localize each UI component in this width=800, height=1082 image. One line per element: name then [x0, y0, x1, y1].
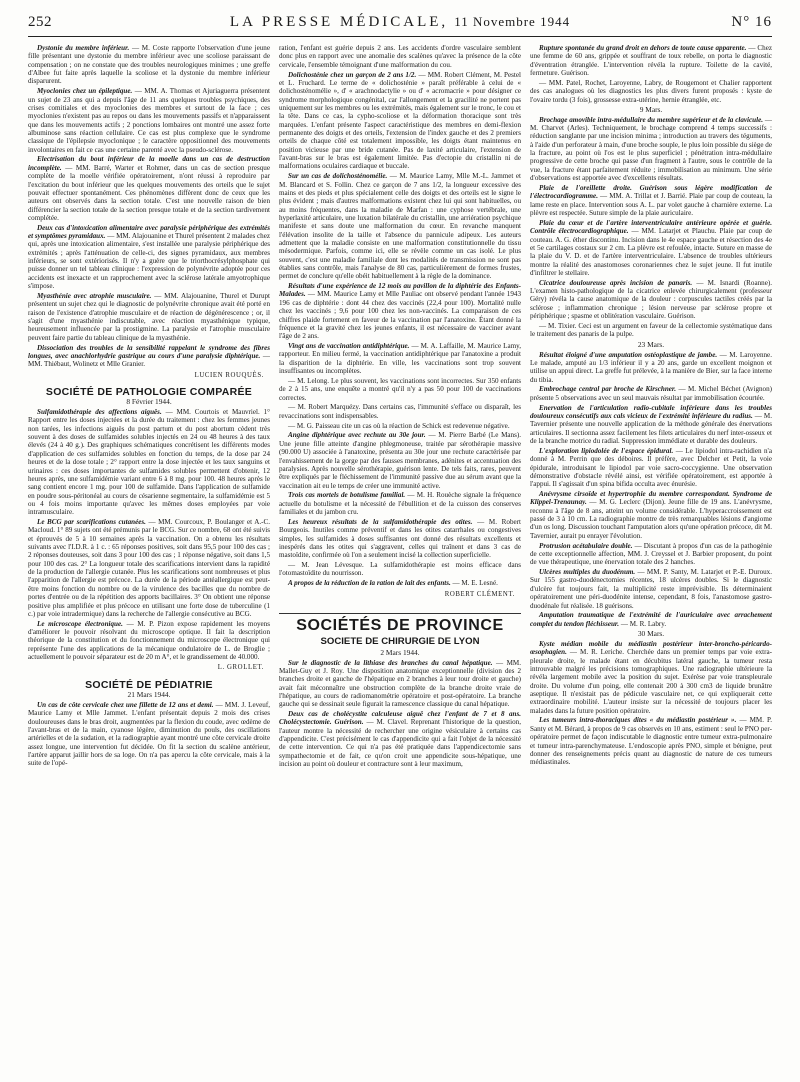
report-signature: ROBERT CLÉMENT.: [444, 590, 515, 598]
abstract-body: — M. Robert Bourgeois. Inutiles comme préventif et dans les otites catarrhales ou congestives simples, les sulfamides à doses suffisantes ont donné des résultats excellents et inespérés dans les otites qui s'aggravent, celles qui traînent et dans 3 cas de mastoïdite, confirmée où l'on a seulement incisé la collection superficielle.: [279, 517, 521, 560]
major-section-heading: SOCIÉTÉS DE PROVINCE: [279, 613, 521, 630]
abstract-title: A propos de la réduction de la ration de lait des enfants.: [288, 579, 451, 588]
abstract-title: Ulcères multiples du duodénum.: [539, 568, 636, 577]
column-3: [530, 44, 772, 1074]
report-signature: LUCIEN ROUQUÈS.: [194, 371, 264, 379]
session-date: 23 Mars.: [637, 339, 665, 349]
discussion-body: — M. G. Paisseau cite un cas où la réaction de Schick est redevenue négative.: [288, 421, 510, 430]
abstract: [530, 716, 772, 766]
section-heading: SOCIÉTÉ DE PATHOLOGIE COMPARÉE: [45, 385, 253, 398]
discussion: [279, 422, 521, 430]
abstract-body: — MM. Alajouanine et Thurel présentent 2 malades chez qui, après une intoxication alimentaire, s'est installée une paralysie périphérique des extrémités ; après l'atténuation de celle-ci, des signes pyramidaux, aux membres inférieurs, se sont extériorisés. Il n'y a guère que le triorthocrésylphosphate qui puisse donner un tel tableau clinique : l'expression de polynévrite adoptée pour ces accidents est inexacte et un rapprochement avec la sclérose latérale amyotrophique s'impose.: [28, 232, 270, 291]
discussion: [530, 79, 772, 104]
abstract-body: — MM. Courtois et Mauvriel. 1° Rapport entre les doses injectées et la durée du traitement : chez les femmes jeunes non tarées, les infections aiguës du post partum et du post abortum cèdent très souvent à des doses de sulfamides solubles injectés en 24 ou 48 heures à des taux élevés (24 à 40 g.). Des graphiques schématiques concrétisent les différents modes d'application de ces sulfamides solubles en fonction du temps, de la dose par 24 heures et de la dose totale ; 2° rapport entre la dose injectée et les taux sanguins et urinaires : ces doses importantes de sulfamides solubles permettent d'obtenir, 12 heures après, une sulfamidémie variant entre 6 à 8 mg. pour 100. 48 heures après le sang contient encore 1 mg. pour 100 de sulfamide. Dans l'application de sulfamide en poudre sous-péritonéal au cours de césarienne segmentaire, la sulfamidémie est 5 ou 4 fois moins importante qu'avec les mêmes doses employées par voie intramusculaire.: [28, 408, 270, 517]
abstract: [530, 404, 772, 446]
abstract-body: — M. Pierre Barbé (Le Mans). Une jeune fille atteinte d'angine phlegmoneuse, traitée par sérothérapie massive (90.000 U) associée à l'anatoxine, présenta au 30e jour une rechute caractérisée par l'envahissement de la gorge par des fausses membranes, adénites et accentuation des paralysies. Après nouvelle sérothérapie, guérison lente. De tels faits, rares, peuvent être expliqués par le fléchissement de l'immunité passive due au sérum avant que la vaccination ait eu le temps de créer une immunité active.: [279, 431, 521, 490]
abstract: [530, 219, 772, 277]
abstract-body: — MM. Maurice Lamy et Mlle Pauliac ont observé pendant l'année 1943 196 cas de diphtérie : dont 44 chez des vaccinés (22,4 pour 100). Mortalité nulle chez les vaccinés ; 9,6 pour 100 chez les non-vaccinés. La comparaison de ces chiffres plaide fortement en faveur de la vaccination par l'anatoxine. Étant donné la fréquence et la gravité chez les jeunes enfants, il est nécessaire de vacciner avant l'âge de 2 ans.: [279, 290, 521, 341]
abstract-title: Sur un cas de dolichosténomélie.: [288, 172, 388, 181]
continued-text: ration, l'enfant est guérie depuis 2 ans. Les accidents d'ordre vasculaire semblent donc plus en rapport avec une anomalie des scalènes qu'avec la présence de la côte cervicale, l'ensemble témoignant d'une malformation du cou.: [279, 44, 521, 69]
abstract-body: — MM. Latarjet et Plauchu. Plaie par coup de couteau. A. G. éther discontinu. Incision dans le 4e espace gauche et résection des 4e et 5e cartilages costaux sur 2 cm. La plèvre est refoulée, intacte. Suture en masse de la plaie du V. D. et de l'artère interventriculaire. L'absence de troubles ultérieurs montre la réalité des anastomoses coronariennes chez le sujet jeune. Il fut inutile d'infiltrer le stellaire.: [530, 227, 772, 277]
section-heading: SOCIÉTÉ DE PÉDIATRIE: [85, 678, 213, 691]
abstract: [28, 87, 270, 154]
abstract: [530, 640, 772, 715]
abstract-body: — MM. Thiébaut, Wolinetz et Mlle Granier.: [28, 351, 270, 369]
session-date: 21 Mars 1944.: [127, 690, 171, 700]
abstract-title: Sulfamidothérapie des affections aiguës.: [37, 408, 162, 417]
abstract-title: Un cas de côte cervicale chez une fillette de 12 ans et demi.: [37, 700, 214, 709]
abstract: [530, 611, 772, 628]
abstract-body: — M. Tavernier présente une nouvelle application de la méthode générale des énervations articulaires. Il sectionna assez facilement les filets articulaires du nerf inter-osseux et de la branche motrice du radial. Suppression immédiate et durable des douleurs.: [530, 411, 772, 445]
abstract-body: — MM. P. Santy et M. Bérard, à propos de 9 cas observés en 10 ans, estiment : seul le PNO per-opératoire permet de façon indiscutable le diagnostic entre tumeur extra-pulmonaire et tumeur intra-parenchymateuse. L'endoscopie après PNO, simple et bénigne, peut donner des renseignements précis quant au diagnostic de nature de ces tumeurs médiastinales.: [530, 716, 772, 767]
abstract-body: — M. A. Laffaille, M. Maurice Lamy, rapporteur. En milieu fermé, la vaccination antidiphtérique par l'anatoxine a produit la disparition de la diphtérie. En ville, les vaccinations sont trop souvent insuffisantes ou incomplètes.: [279, 342, 521, 376]
discussion-body: — M. Jean Lévesque. La sulfamidothérapie est moins efficace dans l'otomastoïdite du nourrisson.: [279, 561, 521, 578]
abstract-title: Les heureux résultats de la sulfamidothérapie des otites.: [288, 517, 473, 526]
page-header: [28, 14, 772, 38]
header-rule: [28, 36, 772, 37]
abstract: [530, 184, 772, 217]
page-number: 252: [28, 14, 52, 30]
abstract-body: — MM. Barré, Warter et Rohmer, dans un cas de section presque complète de la moelle vérifiée opératoirement, n'ont réussi à reproduire par l'excitation du bout inférieur que les quelques mouvements des orteils que le sujet pouvait effectuer spontanément. Ces phénomènes diffèrent donc de ceux que les auteurs ont observés dans la section totale. C'est une nouvelle raison de bien différencier la section totale de la section presque totale et de la section tardivement complétée.: [28, 163, 270, 222]
abstract-title: Cicatrice douloureuse après incision de panaris.: [539, 278, 693, 287]
abstract-body: — M. Clavel. Reprenant l'historique de la question, l'auteur montre la nécessité de rechercher une origine vésiculaire à certains cas d'appendicite. C'est précisément le cas d'appendicite qui a fait l'objet de la nécessité de cette intervention. Ce qui n'a pas été pratiquée dans l'appendicectomie sans sympathectomie et de fait, ce qu'on croit une appendicite sous-hépatique, une incision au point où douleur et contracture sont à leur maximum,: [279, 718, 521, 769]
abstract-body: — MM. Courcoux, P. Boulanger et A.-C. Macloud. 1° 89 sujets ont été prémunis par le BCG. Sur ce nombre, 68 ont été suivis et éprouvés de 5 à 10 semaines après la vaccination. On a obtenu les résultats suivants avec l'I.D.R. à 1 c. : 65 réponses positives, soit dans 95,5 pour 100 des cas ; 2 réponses douteuses, soit dans 3 pour 100 des cas ; 1 réponse négative, soit dans 1,5 pour 100 des cas. 2° La longueur totale des scarifications intervient dans la rapidité de la production de l'allergie cutanée. Plus les scarifications sont nombreuses et plus l'apparition de l'allergie est précoce. La durée de la période antéallergique est peut-être moins fonction du nombre ou de la virulence des bacilles que du nombre de portes d'entrée ou de la répétition des apports bacillaires. 3° On obtient une réponse positive plus amplifiée et plus précoce en utilisant une forte dose de tuberculine (1 c.) par voie intradermique) dans la recherche de l'allergie consécutive au BCG.: [28, 518, 270, 618]
abstract-title: Le microscope électronique.: [37, 619, 123, 628]
abstract-title: Dissociation des troubles de la sensibilité rappelant le syndrome des fibres longues, avec anachlorhydrie gastrique au cours d'une paralysie diphtérique.: [28, 343, 270, 360]
issue-date: 11 Novembre 1944: [454, 14, 571, 29]
discussion: [279, 561, 521, 578]
abstract: [530, 490, 772, 540]
abstract-title: Amputation traumatique de l'extrémité de l'auriculaire avec arrachement complet du tendon fléchisseur.: [530, 611, 772, 628]
abstract: [279, 659, 521, 709]
abstract-title: Plaie de l'oreillette droite. Guérison sous légère modification de l'électrocardiogramme.: [530, 184, 772, 201]
abstract-title: Dystonie du membre inférieur.: [37, 44, 130, 52]
abstract-body: — Chez une femme de 60 ans, grippée et souffrant de toux rebelle, on porta le diagnostic d'éventration étranglée. L'intervention révéla la rupture. Toilette de la cavité, fermeture. Guérison.: [530, 44, 772, 78]
abstract-title: Rupture spontanée du grand droit en dehors de toute cause apparente.: [539, 44, 747, 52]
abstract: [28, 155, 270, 222]
abstract: [530, 568, 772, 610]
abstract-body: — MM. P. Santy, M. Latarjet et P.-E. Duroux. Sur 155 gastro-duodénectomies récentes, 18 ulcères doubles. Si le diagnostic d'ulcère fut toujours fait, la multiplicité reste imprévisible. Ils déterminaient opératoirement une péri-duodénite intense, cependant, 8 fois, l'anastomose gastro-duodénale fut réalisée. 18 guérisons.: [530, 568, 772, 610]
abstract-body: — MM. Robert Clément, M. Pestel et L. Fruchard. Le terme de « dolichosténie » paraît préférable à celui de « dolichosténomélie », d' « arachnodactylie » ou d' « acromacrie » pour désigner ce syndrome morphologique congénital, car l'allongement et la gracilité ne portent pas uniquement sur les membres ou les extrémités, mais également sur le tronc, le cou et la tête. Dans ce cas, la cypho-scoliose et la déformation thoracique sont très marquées. L'enfant présente l'aspect caractéristique des membres en demi-flexion permanente des doigts et des orteils, l'extension de l'index gauche et des 2 premiers orteils de chaque côté est totalement impossible, les doigts étant maintenus en position vicieuse par une bride cutanée. Pas de laxité articulaire, l'extension de l'avant-bras sur le bras est également limitée. Pas d'ectopie du cristallin ni de malformations oculaires cardiaque et buccale.: [279, 70, 521, 171]
abstract: [530, 542, 772, 567]
discussion-body: — M. Tixier. Ceci est un argument en faveur de la cellectomie systématique dans le traitement des panaris de la pulpe.: [530, 322, 772, 339]
abstract-body: — Discutant à propos d'un cas de la pathogénie de cette exceptionnelle affection, MM. J. Creyssel et J. Barbier proposent, du point de vue thérapeutique, une énervation totale des 2 hanches.: [530, 541, 772, 567]
abstract: [530, 116, 772, 183]
abstract-title: Deux cas d'intoxication alimentaire avec paralysie périphérique des extrémités et symptômes pyramidaux.: [28, 223, 270, 241]
session-date: 8 Février 1944.: [126, 397, 172, 407]
abstract-body: — MM. A. Thomas et Ajuriaguerra présentent un sujet de 23 ans qui a depuis l'âge de 11 ans quelques troubles psychiques, des crises comitiales et des myoclonies des membres et surtout de la face ; ces myoclonies n'existent pas au repos ou dans les mouvements passifs et n'apparaissent que dans les mouvements actifs ; 2 ponctions lombaires ont montré une assez forte albuminose sans réaction cellulaire. Ce cas est plus complexe que le syndrome classique de l'épilepsie myoclonique ; le caractère oppositionnel des mouvements involontaires en fait ce cas une certaine parenté avec la pseudo-sclérose.: [28, 87, 270, 154]
session-date: 30 Mars.: [637, 629, 665, 639]
abstract: [279, 342, 521, 375]
abstract: [28, 620, 270, 662]
abstract-title: Le BCG par scarifications cutanées.: [37, 518, 146, 527]
discussion: [279, 403, 521, 420]
abstract: [279, 491, 521, 516]
abstract-title: Kyste médian mobile du médiastin postérieur inter-broncho-péricardo-œsophagien.: [530, 639, 772, 657]
abstract-title: Electrisation du bout inférieur de la moelle dans un cas de destruction incomplète.: [28, 155, 270, 172]
discussion-body: — M. Lelong. Le plus souvent, les vaccinations sont incorrectes. Sur 350 enfants de 2 à 15 ans, une enquête a montré qu'il n'y a pas 50 pour 100 de vaccinations correctes.: [279, 376, 521, 402]
discussion: [530, 322, 772, 339]
session-date: 9 Mars.: [639, 104, 663, 114]
abstract: [279, 172, 521, 280]
abstract-body: — M. Coste rapporte l'observation d'une jeune fille présentant une dystonie du membre inférieur avec une scoliose paraissant de compensation ; on ne constate que des troubles neurologiques minimes ; une greffe d'Albee fut faite après laquelle la scoliose et la dystonie du membre inférieur disparurent.: [28, 44, 270, 86]
abstract-body: — MM. Mallet-Guy et J. Roy. Une disposition anatomique exceptionnelle (division des 2 branches droite et gauche de l'hépatique en 2 branches à leur tour droite et gauche) avait fait méconnaître une obstruction complète de la branche droite vraie de l'hépatique, au cours de radiomanométrie opératoire et post-opératoire. La branche gauche qui se dessinait seule figurait la ramescence classique du canal hépatique.: [279, 658, 521, 709]
abstract-title: Résultats d'une expérience de 12 mois au pavillon de la diphtérie des Enfants-Malades.: [279, 282, 521, 299]
abstract-body: — M. R. Labry.: [619, 619, 667, 628]
abstract: [530, 447, 772, 489]
abstract-body: — M. H. Rouèche signale la fréquence actuelle du botulisme et la nécessité de l'ébullition et de la cuisson des conserves familiales et du jambon cru.: [279, 491, 521, 517]
abstract-title: Embrochage central par broche de Kirschner.: [539, 385, 677, 394]
journal-title: [98, 14, 702, 31]
abstract: [28, 224, 270, 291]
abstract-title: Sur le diagnostic de la lithiase des branches du canal hépatique.: [288, 658, 493, 667]
abstract-body: — Le lipiodol intra-rachidien n'a donné à M. Perrin que des déboires. Il préfère, avec Delcher et Petit, la voie épidurale, introduisant le lipiodol par voie sacro-coccygienne. Une observation démonstrative d'obstacle révélé ainsi, est vérifiée opératoirement, est apportée à l'appui. Il s'agissait d'un spina bifida occulta avec énurésie.: [530, 446, 772, 489]
abstract: [279, 431, 521, 489]
abstract-body: — M. Charvet (Arles). Techniquement, le brochage comprend 4 temps successifs : réduction sanglante par une incision minima ; introduction au travers des téguments, à l'aide d'un perforateur à main, d'une broche souple, le plus loin possible du siège de la fracture, au point où l'os est le plus superficiel ; pénétration intra-médullaire progressive de cette broche qui passe d'un fragment à l'autre, sous le contrôle de la vue, la fracture étant parfaitement réduite ; immobilisation au minimum. Une série d'observations est apportée avec d'excellents résultats.: [530, 115, 772, 183]
article-columns: [28, 44, 772, 1074]
abstract-body: — M. Laroyenne. Le malade, amputé au 1/3 inférieur il y a 20 ans, garde un excellent moignon et utilise un appui direct. La greffe fut prélevée, à la manière de Bier, sur la face interne du tibia.: [530, 350, 772, 384]
abstract: [530, 44, 772, 77]
column-2: [279, 44, 521, 1074]
abstract-body: — MM. Alajouanine, Thurel et Durupt présentent un sujet chez qui le diagnostic de polynévrite chronique avait été porté en raison de l'existence d'atrophie musculaire et de réaction de dégénérescence ; or, il s'agit d'une myasthénie indiscutable, avec réaction myasthénique typique, heureusement influencée par la prostigmine. La paralysie et l'atrophie musculaire peuvent faire partie du tableau clinique de la myasthénie.: [28, 291, 270, 342]
abstract: [28, 701, 270, 768]
abstract-body: — M. G. Leclerc (Dijon). Jeune fille de 19 ans. L'anévrysme, reconnu à l'âge de 8 ans, atteint un volume considérable. L'hyperaccroissement est passé de 3 à 10 cm. La radiographie montre de très remarquables lésions d'angiome d'un os long. Discussion touchant l'amputation alors qu'une opération précoce, dit M. Tavernier, aurait pu enrayer l'évolution.: [530, 498, 772, 540]
abstract-title: Résultat éloigné d'une amputation ostéoplastique de jambe.: [539, 350, 718, 359]
abstract-title: Trois cas mortels de botulisme familial.: [288, 491, 406, 500]
discussion-body: — MM. Patel, Rochet, Laroyenne, Labry, de Rougemont et Chalier rapportent des cas analogues où les diagnostics les plus divers furent proposés : kyste de l'ovaire tordu (3 fois), grossesse extra-utérine, hernie étranglée, etc.: [530, 78, 772, 104]
abstract: [28, 44, 270, 86]
abstract-title: Deux cas de cholécystite calculeuse aiguë chez l'enfant de 7 et 8 ans. Cholécystectomie. Guérison.: [279, 710, 521, 727]
abstract: [28, 518, 270, 618]
issue-number: N° 16: [731, 14, 772, 30]
abstract: [530, 279, 772, 321]
column-1: [28, 44, 270, 1074]
abstract: [28, 344, 270, 369]
abstract-title: Brochage amovible intra-médullaire du membre supérieur et de la clavicule.: [539, 115, 764, 124]
abstract: [279, 579, 521, 587]
abstract-title: Protrusion acétabulaire double.: [539, 541, 633, 550]
abstract: [279, 710, 521, 768]
section-heading: SOCIETE DE CHIRURGIE DE LYON: [320, 636, 480, 648]
abstract-body: — M. Michel Béchet (Avignon) présente 5 observations avec un seul mauvais résultat par immobilisation écourtée.: [530, 385, 772, 402]
abstract-title: Anévrysme cirsoïde et hypertrophie du membre correspondant. Syndrome de Klippel-Trenaunay.: [530, 490, 772, 507]
abstract-body: — M. R. Leriche. Cherchée dans un premier temps par voie extra-pleurale droite, le malade étant en décubitus latéral gauche, la tumeur resta introuvable malgré les précisions tomographiques. Une radiographie ultérieure la révéla largement mobile avec la position du sujet. Exérèse par voie transpleurale droite. Du volume d'un poing, elle contenait 200 à 300 cm3 de liquide brunâtre aseptique. Il n'existait pas de pédicule vasculaire net, ce qui expliquerait cette extraordinaire mobilité. L'auteur insiste sur la nécessité de toujours placer les malades dans la future position opératoire.: [530, 648, 772, 715]
abstract-title: Les tumeurs intra-thoraciques dites « du médiastin postérieur ».: [539, 716, 737, 725]
abstract: [279, 282, 521, 340]
abstract-title: Myoclonies chez un épileptique.: [37, 87, 133, 96]
abstract-body: — M. P. Pizon expose rapidement les moyens d'améliorer le pouvoir résolvant du microscope optique. Il fait la description théorique de la constitution et du fonctionnement du microscope électronique qui représente l'une des applications de la mécanique ondulatoire de L. de Broglie ; actuellement le pouvoir séparateur est de 20 m A°, et le grandissement de 40.000.: [28, 619, 270, 662]
abstract-title: Vingt ans de vaccination antidiphtérique.: [288, 342, 410, 351]
abstract: [279, 518, 521, 560]
abstract-title: L'exploration lipiodolée de l'espace épidural.: [539, 446, 674, 455]
abstract: [279, 71, 521, 171]
report-signature: L. GROLLET.: [217, 664, 264, 672]
discussion: [279, 377, 521, 402]
abstract-body: — MM. A. Trillat et J. Barrié. Plaie par coup de couteau, la lame reste en place. Intervention sous A. L. par volet gauche à charnière externe. La plèvre est respectée. Suture simple de la plaie auriculaire.: [530, 192, 772, 218]
abstract-title: Enervation de l'articulation radio-cubitale inférieure dans les troubles douloureux consécutifs aux cals vicieux de l'extrémité inférieure du radius.: [530, 403, 772, 420]
abstract-title: Myasthénie avec atrophie musculaire.: [37, 291, 152, 300]
abstract-body: — MM. J. Leveuf, Maurice Lamy et Mlle Jammet. L'enfant présentait depuis 2 mois des crises douloureuses dans le bras droit, augmentées par la flexion du coude, avec œdème de l'avant-bras et de la main, cyanose légère, diminution du pouls, des oscillations artérielles et de la sudation, et la radiographie ayant montré une côte cervicale droite assez longue, une intervention fut décidée. On fit la section du scalène antérieur, l'artère apparut jaillir hors de sa loge. On n'a pas apercu la côte cervicale, mais à la suite de l'opé-: [28, 700, 270, 768]
abstract-title: Angine diphtérique avec rechute au 30e jour.: [288, 431, 426, 440]
abstract-body: — M. Isnardi (Roanne). L'examen histo-pathologique de la cicatrice enlevée chirurgicalement (professeur Géry) révéla la cause anatomique de la douleur : corpuscules tactiles créés par la sclérose ; inflammation chronique ; lésion nerveuse par sclérose propre et périphérique ; spasme et oblitération vasculaire. Guérison.: [530, 278, 772, 321]
discussion-body: — M. Robert Marquézy. Dans certains cas, l'immunité s'efface ou disparaît, les revaccinations sont indispensables.: [279, 403, 521, 420]
abstract: [530, 351, 772, 384]
abstract-body: — M. E. Lesné.: [450, 579, 498, 588]
abstract: [28, 292, 270, 342]
abstract: [28, 408, 270, 516]
abstract: [530, 385, 772, 402]
abstract-body: — M. Maurice Lamy, Mlle M.-L. Jammet et M. Blancard et S. Follin. Chez ce garçon de 7 ans 1/2, la longueur excessive des mains et des pieds et plus spécialement celle des doigts et des orteils est le signe le plus évident ; mais d'autres malformations existent chez lui qui sont habituelles, ou au moins fréquentes, dans la maladie de Marfan : une cyphose vertébrale, une hyperlaxité articulaire, une luxation bilatérale du cristallin, une arriération psychique manifeste et sans doute une malformation du cœur. En revanche manquent l'élévation insolite de la taille et l'absence du pannicule adipeux. Les auteurs admettent que la maladie consiste en une malformation constitutionnelle du tissu mésodermique. Parfois, comme ici, elle se révèle comme un cas isolé. Le plus souvent, c'est une maladie familiale dont les modalités de transmission ne sont pas établies sans contrôle, mais l'analyse de 80 cas, particulièrement de formes frustes, permet de conclure qu'elle obéit habituellement à la règle de la dominance.: [279, 172, 521, 281]
abstract-title: Dolichosténie chez un garçon de 2 ans 1/2.: [288, 70, 417, 79]
abstract-title: Plaie du cœur et de l'artère interventriculaire antérieure opérée et guérie. Contrôle électrocardiographique.: [530, 218, 772, 236]
journal-name: LA PRESSE MÉDICALE,: [229, 14, 449, 30]
session-date: 2 Mars 1944.: [380, 647, 420, 657]
